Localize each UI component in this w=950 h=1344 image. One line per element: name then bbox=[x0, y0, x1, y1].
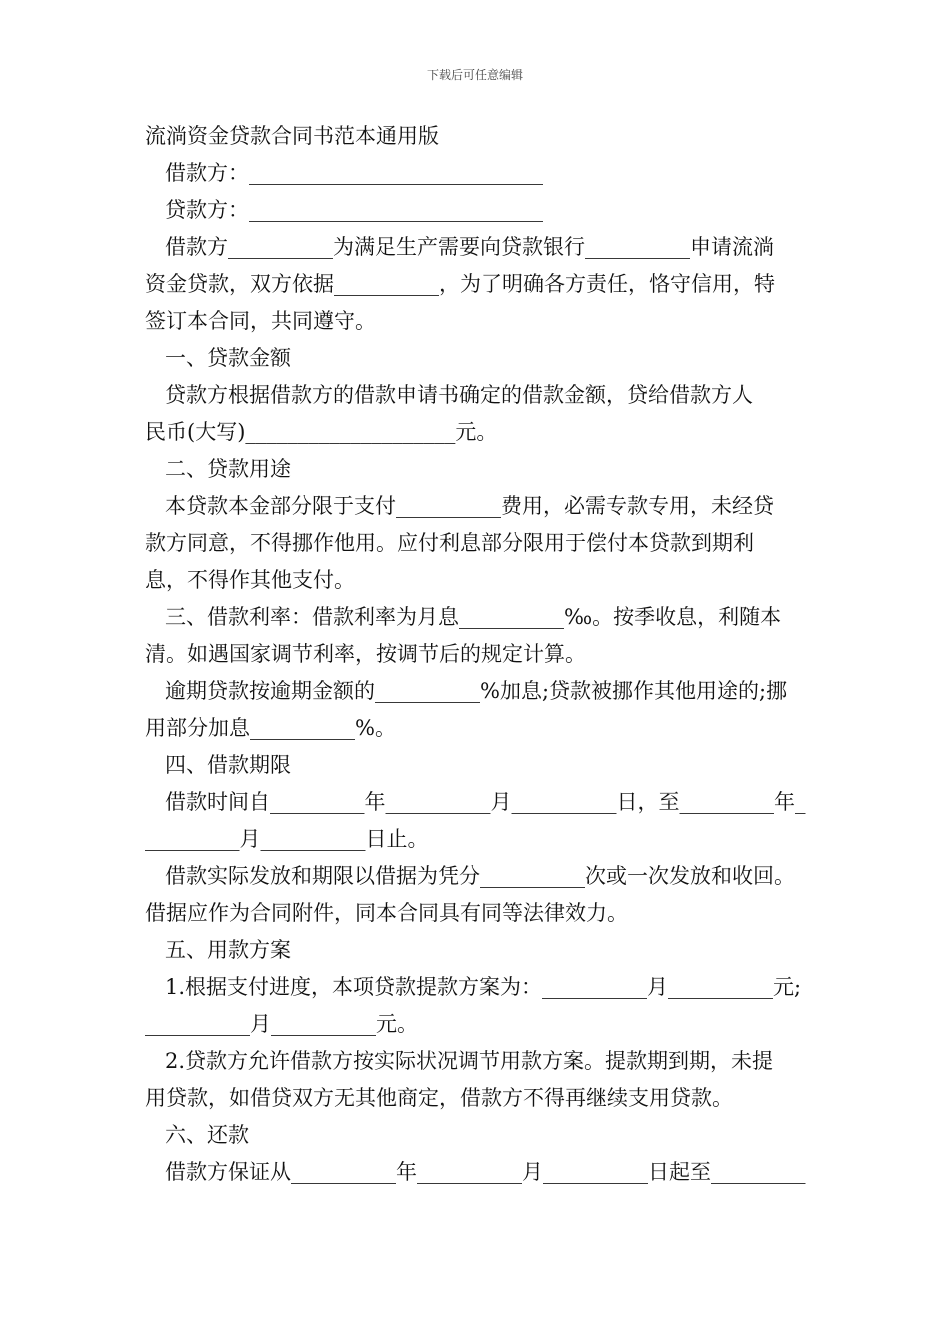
section-heading: 二、贷款用途 bbox=[165, 457, 291, 481]
section-heading: 五、用款方案 bbox=[165, 938, 291, 962]
paragraph-line: 款方同意，不得挪作他用。应付利息部分限用于偿付本贷款到期利 bbox=[145, 531, 754, 555]
paragraph-line: 借款实际发放和期限以借据为凭分__________次或一次发放和收回。 bbox=[165, 864, 795, 888]
paragraph-line: 签订本合同，共同遵守。 bbox=[145, 309, 376, 333]
paragraph-line: 民币(大写)____________________元。 bbox=[145, 420, 498, 444]
paragraph-line: 1.根据支付进度，本项贷款提款方案为：__________月__________元; bbox=[165, 975, 802, 999]
paragraph-line: 贷款方根据借款方的借款申请书确定的借款金额，贷给借款方人 bbox=[165, 383, 753, 407]
paragraph-line: 用贷款，如借贷双方无其他商定，借款方不得再继续支用贷款。 bbox=[145, 1086, 733, 1110]
paragraph-line: 息，不得作其他支付。 bbox=[145, 568, 355, 592]
borrower-field: 借款方：____________________________ bbox=[165, 161, 543, 185]
lender-field: 贷款方：____________________________ bbox=[165, 198, 543, 222]
page-header: 下载后可任意编辑 bbox=[426, 68, 523, 82]
paragraph-line: 用部分加息__________%。 bbox=[145, 716, 396, 740]
section-heading: 四、借款期限 bbox=[165, 753, 291, 777]
paragraph-line: 借据应作为合同附件，同本合同具有同等法律效力。 bbox=[145, 901, 628, 925]
paragraph-line: 本贷款本金部分限于支付__________费用，必需专款专用，未经贷 bbox=[165, 494, 774, 518]
paragraph-line: 清。如遇国家调节利率，按调节后的规定计算。 bbox=[145, 642, 586, 666]
paragraph-line: 借款时间自_________年__________月__________日，至_________年_ bbox=[165, 790, 806, 814]
paragraph-line: 借款方__________为满足生产需要向贷款银行__________申请流淌 bbox=[165, 235, 774, 259]
section-heading: 一、贷款金额 bbox=[165, 346, 291, 370]
paragraph-line: 资金贷款，双方依据__________，为了明确各方责任，恪守信用，特 bbox=[145, 272, 775, 296]
document-title: 流淌资金贷款合同书范本通用版 bbox=[145, 124, 439, 148]
paragraph-line: 2.贷款方允许借款方按实际状况调节用款方案。提款期到期，未提 bbox=[165, 1049, 774, 1073]
paragraph-line: 逾期贷款按逾期金额的__________%加息;贷款被挪作其他用途的;挪 bbox=[165, 679, 788, 703]
section-heading: 三、借款利率：借款利率为月息__________‰。按季收息，利随本 bbox=[165, 605, 782, 629]
document-body bbox=[145, 118, 815, 1191]
section-heading: 六、还款 bbox=[165, 1123, 249, 1147]
paragraph-line: 借款方保证从__________年__________月__________日起至_________ bbox=[165, 1160, 806, 1184]
paragraph-line: _________月__________日止。 bbox=[145, 827, 429, 851]
paragraph-line: __________月__________元。 bbox=[145, 1012, 418, 1036]
